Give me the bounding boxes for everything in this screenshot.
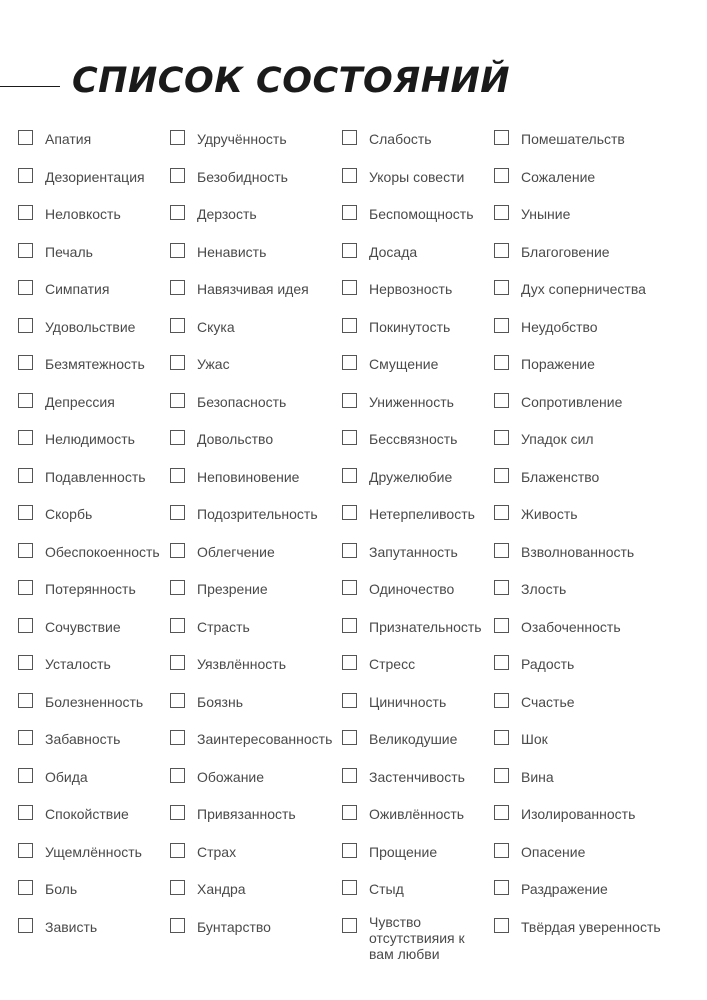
checkbox[interactable] [170, 430, 185, 445]
checkbox[interactable] [494, 130, 509, 145]
checklist-item-label: Благоговение [521, 243, 610, 260]
checkbox[interactable] [494, 168, 509, 183]
checklist-item-label: Озабоченность [521, 618, 621, 635]
checkbox[interactable] [170, 918, 185, 933]
checkbox[interactable] [494, 693, 509, 708]
checklist-item-label: Бессвязность [369, 431, 458, 447]
checklist-item-label: Потерянность [45, 581, 136, 597]
checkbox[interactable] [170, 393, 185, 408]
checkbox[interactable] [170, 768, 185, 783]
checkbox[interactable] [494, 205, 509, 220]
checkbox[interactable] [170, 468, 185, 483]
checklist-item-label: Привязанность [197, 806, 296, 822]
checkbox[interactable] [494, 618, 509, 633]
checklist-item-label: Неповиновение [197, 468, 300, 485]
checkbox[interactable] [18, 393, 33, 408]
checkbox[interactable] [18, 805, 33, 820]
checkbox[interactable] [342, 693, 357, 708]
checklist-item-label: Досада [369, 243, 418, 260]
checklist-item-label: Спокойствие [45, 806, 129, 822]
checklist-item-label: Сопротивление [521, 393, 623, 410]
checkbox[interactable] [342, 843, 357, 858]
checklist-item-label: Уязвлённость [197, 656, 286, 672]
checkbox[interactable] [342, 393, 357, 408]
checkbox[interactable] [494, 768, 509, 783]
checklist-item-label: Вина [521, 768, 554, 785]
checkbox[interactable] [494, 805, 509, 820]
checkbox[interactable] [342, 468, 357, 483]
checklist-item-label: Сожаление [521, 168, 596, 185]
checklist-item-label: Упадок сил [521, 431, 594, 447]
checklist-item-label: Скука [197, 318, 235, 335]
checklist-item-label: Великодушие [369, 731, 458, 747]
checklist-item-label: Блаженство [521, 468, 600, 485]
checklist-item-label: Шок [521, 731, 548, 747]
checklist-item-label: Зависть [45, 918, 98, 935]
checkbox[interactable] [342, 280, 357, 295]
checklist-item-label: Боль [45, 881, 78, 897]
checkbox[interactable] [342, 655, 357, 670]
checklist-item-label: Нелюдимость [45, 431, 135, 447]
checkbox[interactable] [18, 243, 33, 258]
checkbox[interactable] [18, 880, 33, 895]
checkbox[interactable] [170, 355, 185, 370]
checkbox[interactable] [342, 318, 357, 333]
checkbox[interactable] [494, 880, 509, 895]
checkbox[interactable] [342, 130, 357, 145]
checkbox[interactable] [494, 468, 509, 483]
checklist-item-label: Неловкость [45, 206, 121, 222]
checklist-item-label: Обида [45, 768, 88, 785]
checkbox[interactable] [342, 880, 357, 895]
checkbox[interactable] [342, 730, 357, 745]
checkbox[interactable] [170, 280, 185, 295]
checkbox[interactable] [342, 243, 357, 258]
checklist-item-label: Удручённость [197, 131, 287, 147]
checklist-item-label: Безмятежность [45, 356, 145, 372]
checkbox[interactable] [494, 355, 509, 370]
checkbox[interactable] [18, 468, 33, 483]
checkbox[interactable] [18, 918, 33, 933]
checklist-item-label: Раздражение [521, 881, 608, 897]
checkbox[interactable] [18, 655, 33, 670]
checklist-item-label: Смущение [369, 356, 439, 372]
checklist-item-label: Нетерпеливость [369, 506, 475, 522]
checkbox[interactable] [342, 618, 357, 633]
checklist-item-label: Униженность [369, 393, 454, 410]
checklist-item-label: Опасение [521, 843, 586, 860]
checklist-item-label: Обеспокоенность [45, 543, 160, 560]
checkbox[interactable] [170, 205, 185, 220]
checkbox[interactable] [18, 355, 33, 370]
checkbox[interactable] [342, 205, 357, 220]
checklist-item-label: Поражение [521, 356, 595, 372]
checklist-item-label: Застенчивость [369, 768, 465, 785]
checkbox[interactable] [170, 130, 185, 145]
checklist-item-label: Страх [197, 843, 237, 860]
checkbox[interactable] [18, 730, 33, 745]
checkbox[interactable] [18, 280, 33, 295]
checklist-item-label: Безобидность [197, 168, 288, 185]
checkbox[interactable] [170, 655, 185, 670]
checkbox[interactable] [494, 430, 509, 445]
checklist-item-label: Живость [521, 506, 578, 522]
checkbox[interactable] [494, 580, 509, 595]
checkbox[interactable] [18, 543, 33, 558]
checklist-item-label: Ненависть [197, 243, 267, 260]
checkbox[interactable] [170, 693, 185, 708]
checkbox[interactable] [342, 805, 357, 820]
checklist-item-label: Дух соперничества [521, 281, 646, 297]
checklist-item-label: Довольство [197, 431, 274, 447]
checklist-item-label: Твёрдая уверенность [521, 918, 661, 935]
checkbox[interactable] [342, 543, 357, 558]
checkbox[interactable] [342, 580, 357, 595]
checkbox[interactable] [494, 280, 509, 295]
checklist-item-label: Апатия [45, 131, 92, 147]
checkbox[interactable] [170, 805, 185, 820]
checkbox[interactable] [18, 843, 33, 858]
checklist-item-label: Печаль [45, 243, 93, 260]
checklist-item-label: Беспомощность [369, 206, 474, 222]
checklist-item-label: Стресс [369, 656, 416, 672]
checklist-item-label: Чувство отсутствияия к вам любви [369, 913, 465, 962]
checklist-item-label: Болезненность [45, 693, 144, 710]
checklist-item-label: Усталость [45, 656, 111, 672]
checkbox[interactable] [494, 543, 509, 558]
checklist-item-label: Неудобство [521, 318, 598, 335]
checklist-item-label: Скорбь [45, 506, 93, 522]
checklist-item-label: Бунтарство [197, 918, 271, 935]
checkbox[interactable] [170, 730, 185, 745]
checkbox[interactable] [170, 618, 185, 633]
checklist-item-label: Страсть [197, 618, 250, 635]
checklist-item-label: Злость [521, 581, 567, 597]
checklist-item-label: Сочувствие [45, 618, 121, 635]
checklist-item-label: Нервозность [369, 281, 453, 297]
checkbox[interactable] [342, 918, 357, 933]
checkbox[interactable] [18, 693, 33, 708]
checklist-item-label: Радость [521, 656, 575, 672]
checkbox[interactable] [494, 655, 509, 670]
checkbox[interactable] [18, 168, 33, 183]
checklist-item-label: Презрение [197, 581, 268, 597]
checkbox[interactable] [170, 243, 185, 258]
checkbox[interactable] [170, 543, 185, 558]
checkbox[interactable] [18, 505, 33, 520]
checkbox[interactable] [494, 505, 509, 520]
checkbox[interactable] [18, 318, 33, 333]
checkbox[interactable] [494, 243, 509, 258]
checklist-item-label: Навязчивая идея [197, 281, 309, 297]
checklist-item-label: Обожание [197, 768, 265, 785]
checkbox[interactable] [342, 505, 357, 520]
checkbox[interactable] [18, 130, 33, 145]
checkbox[interactable] [170, 168, 185, 183]
checkbox[interactable] [494, 393, 509, 408]
checklist-item-label: Слабость [369, 131, 432, 147]
checkbox[interactable] [170, 580, 185, 595]
checkbox[interactable] [494, 730, 509, 745]
checkbox[interactable] [18, 430, 33, 445]
checklist-item-label: Признательность [369, 618, 482, 635]
checkbox[interactable] [342, 768, 357, 783]
checklist-item-label: Покинутость [369, 318, 451, 335]
checklist-item-label: Симпатия [45, 281, 110, 297]
checklist-item-label: Прощение [369, 843, 438, 860]
checklist-item-label: Подавленность [45, 468, 146, 485]
checklist-item-label: Боязнь [197, 693, 243, 710]
checkbox[interactable] [342, 168, 357, 183]
checkbox[interactable] [170, 843, 185, 858]
checklist-item-label: Циничность [369, 693, 447, 710]
checkbox[interactable] [170, 505, 185, 520]
checklist-item-label: Ужас [197, 356, 230, 372]
checklist-item-label: Изолированность [521, 806, 636, 822]
checkbox[interactable] [18, 618, 33, 633]
checklist-item-label: Заинтересованность [197, 731, 333, 747]
checklist-item-label: Ущемлённость [45, 843, 142, 860]
checklist-item-label: Оживлённость [369, 806, 465, 822]
checkbox[interactable] [170, 880, 185, 895]
checklist-item-label: Удовольствие [45, 318, 136, 335]
checklist-item-label: Дезориентация [45, 168, 145, 185]
checklist-item-label: Уныние [521, 206, 571, 222]
checklist-item-label: Забавность [45, 731, 121, 747]
checkbox[interactable] [18, 205, 33, 220]
checklist-item-label: Безопасность [197, 393, 287, 410]
checklist-item-label: Стыд [369, 881, 404, 897]
checkbox[interactable] [18, 768, 33, 783]
checkbox[interactable] [18, 580, 33, 595]
page-title: СПИСОК СОСТОЯНИЙ [72, 61, 511, 101]
checkbox[interactable] [494, 318, 509, 333]
checklist-item-label: Помешательств [521, 131, 625, 147]
checklist-item-label: Запутанность [369, 543, 458, 560]
checkbox[interactable] [342, 355, 357, 370]
checklist-item-label: Счастье [521, 693, 575, 710]
checklist-item-label: Одиночество [369, 581, 455, 597]
checklist-item-label: Взволнованность [521, 543, 635, 560]
checklist-item-label: Укоры совести [369, 168, 465, 185]
checkbox[interactable] [494, 918, 509, 933]
checkbox[interactable] [342, 430, 357, 445]
checklist-item-label: Депрессия [45, 393, 115, 410]
checkbox[interactable] [170, 318, 185, 333]
checkbox[interactable] [494, 843, 509, 858]
checklist-item-label: Дерзость [197, 206, 257, 222]
checklist-item-label: Хандра [197, 881, 246, 897]
checklist-item-label: Дружелюбие [369, 468, 453, 485]
checklist-item-label: Облегчение [197, 543, 275, 560]
checklist-item-label: Подозрительность [197, 506, 318, 522]
